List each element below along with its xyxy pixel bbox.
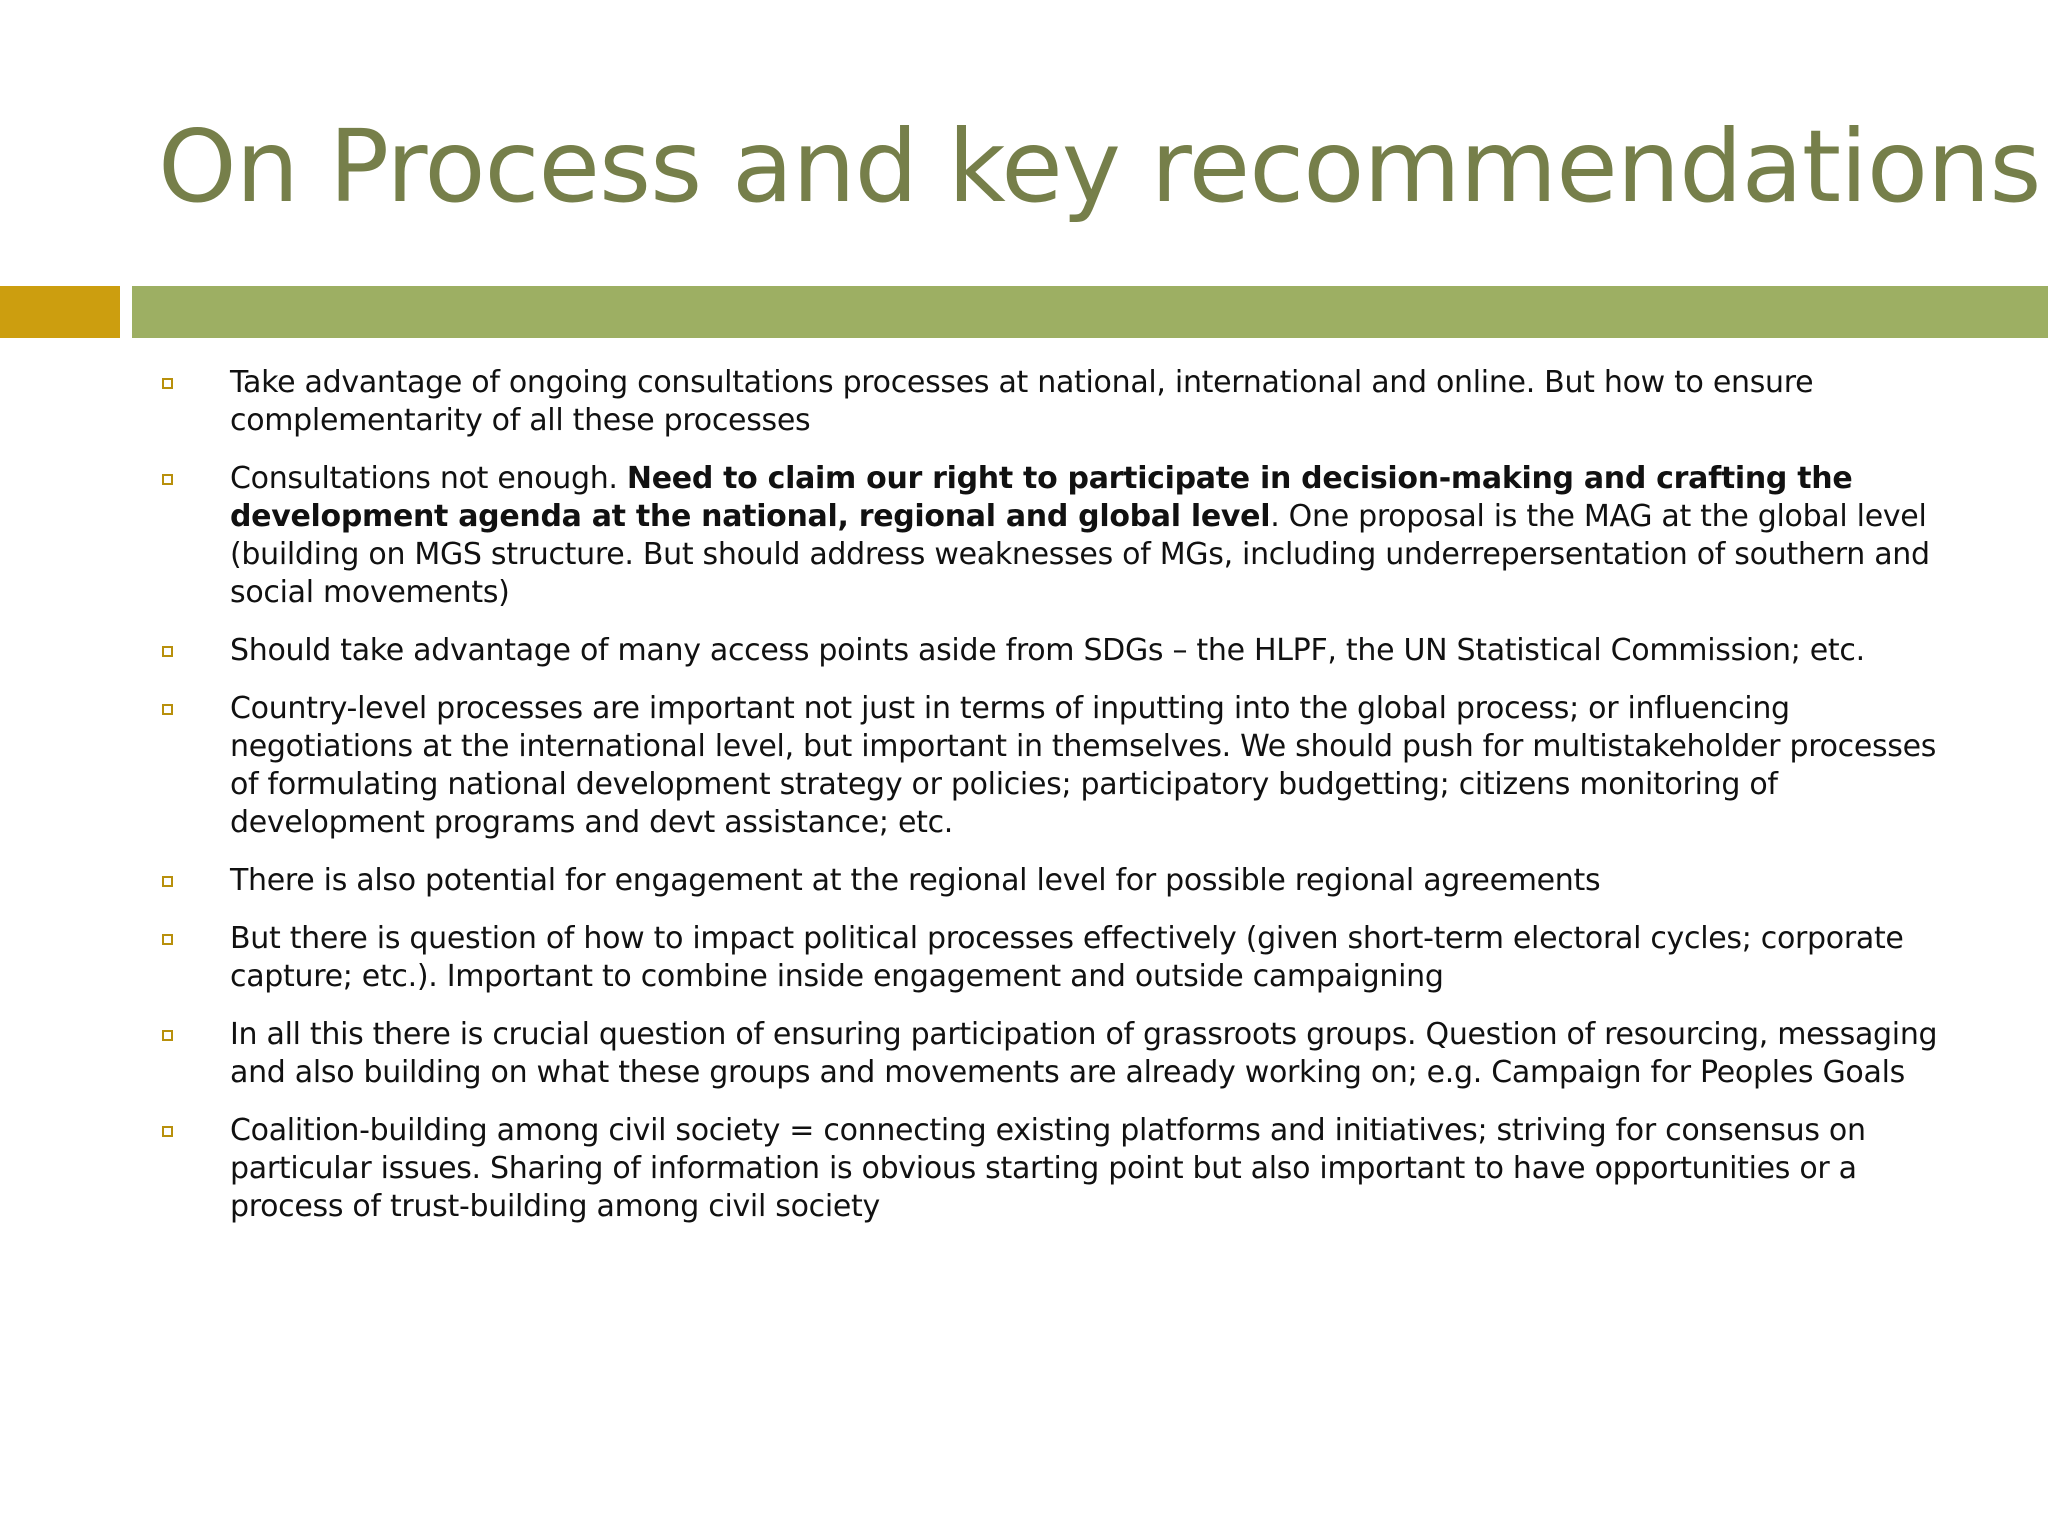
square-outline-icon: [162, 474, 173, 485]
bullet-text: In all this there is crucial question of ensuring participation of grassroots groups. Question of resourcing, messaging and also building on what these groups and movements are already working on; e.g. Campaign for Peoples Goals: [230, 1017, 1938, 1090]
bullet-text: There is also potential for engagement at the regional level for possible regional agreements: [230, 863, 1601, 898]
bullet-text-emphasis: Need to claim our right to participate in decision-making and crafting the development agenda at the national, regional and global level: [230, 461, 1853, 534]
bullet-text: Should take advantage of many access points aside from SDGs – the HLPF, the UN Statistical Commission; etc.: [230, 633, 1865, 668]
bullet-text: Coalition-building among civil society = connecting existing platforms and initiatives; striving for consensus on particular issues. Sharing of information is obvious starting point but also important to have opportunities or a process of trust-building among civil society: [230, 1113, 1866, 1224]
bullet-text: [230, 461, 1930, 610]
bullet-item: [158, 920, 1958, 996]
square-outline-icon: [162, 934, 173, 945]
bullet-item: [158, 690, 1958, 842]
bullet-text: Country-level processes are important not just in terms of inputting into the global process; or influencing negotiations at the international level, but important in themselves. We should push for multistakeholder processes of formulating national development strategy or policies; participatory budgetting; citizens monitoring of development programs and devt assistance; etc.: [230, 691, 1937, 840]
accent-bar-gold: [0, 286, 120, 338]
bullet-text: But there is question of how to impact political processes effectively (given short-term electoral cycles; corporate capture; etc.). Important to combine inside engagement and outside campaigning: [230, 921, 1904, 994]
bullet-item: [158, 1016, 1958, 1092]
square-outline-icon: [162, 876, 173, 887]
bullet-item: [158, 632, 1958, 670]
slide-title: On Process and key recommendations: [158, 108, 2041, 225]
square-outline-icon: [162, 646, 173, 657]
bullet-text-tail: . One proposal is the MAG at the global level (building on MGS structure. But should address weaknesses of MGs, including underrepersentation of southern and social movements): [230, 499, 1930, 610]
bullet-item: [158, 862, 1958, 900]
bullet-list: [158, 364, 1958, 1226]
bullet-item: [158, 1112, 1958, 1226]
bullet-item: [158, 460, 1958, 612]
bullet-text-lead: Consultations not enough.: [230, 461, 627, 496]
bullet-text: Take advantage of ongoing consultations processes at national, international and online. But how to ensure complementarity of all these processes: [230, 365, 1814, 438]
accent-bar-green: [132, 286, 2048, 338]
slide-content: [158, 364, 1958, 1246]
square-outline-icon: [162, 1126, 173, 1137]
square-outline-icon: [162, 1030, 173, 1041]
square-outline-icon: [162, 378, 173, 389]
square-outline-icon: [162, 704, 173, 715]
bullet-item: [158, 364, 1958, 440]
